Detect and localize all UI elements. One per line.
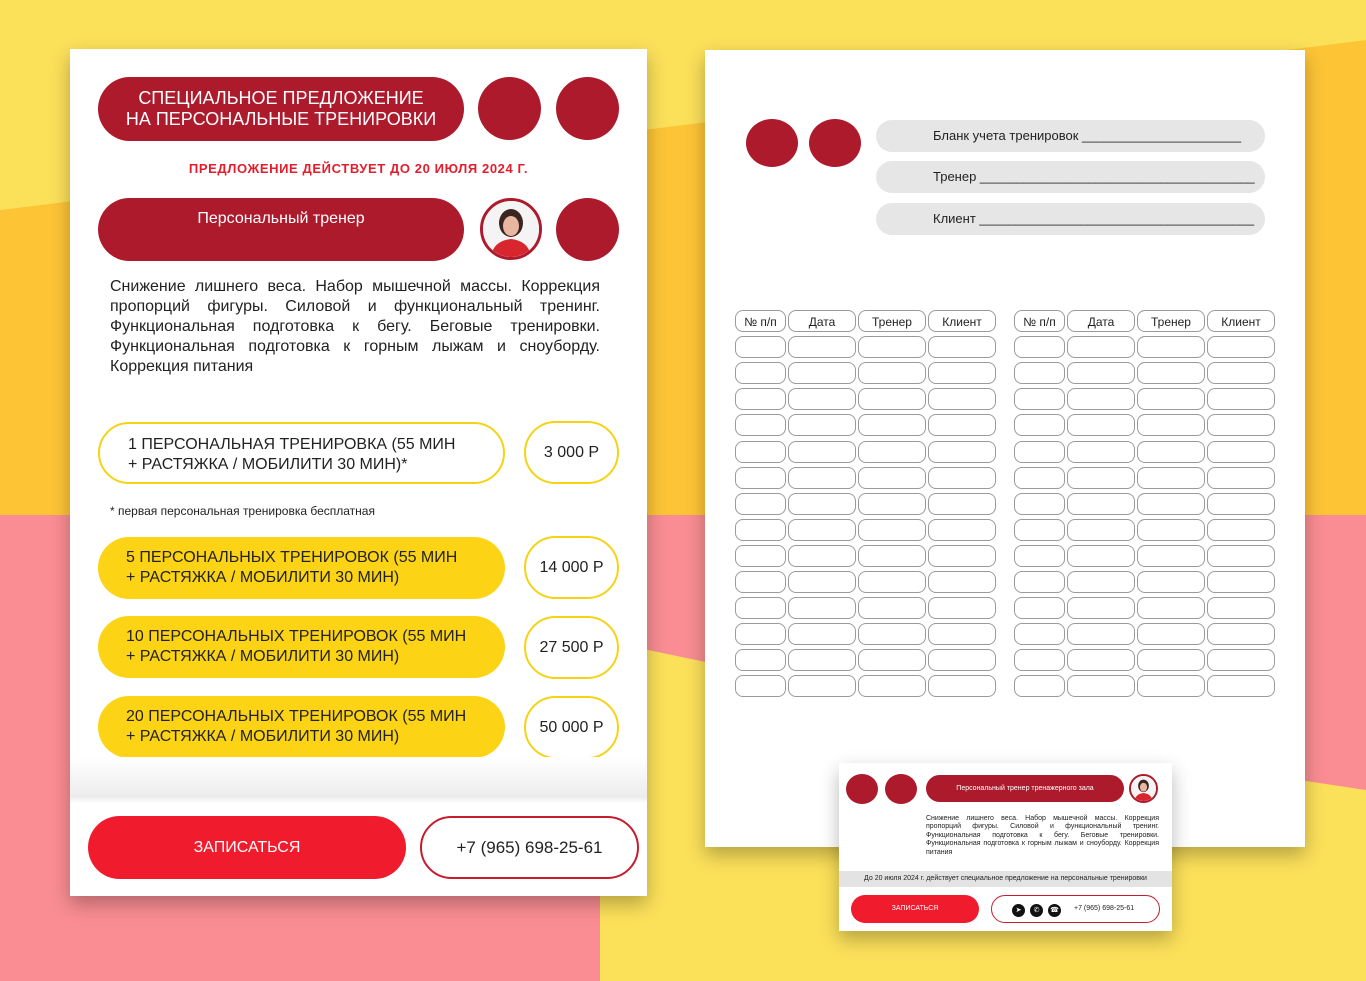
table-cell[interactable] — [735, 675, 786, 697]
table-cell[interactable] — [928, 493, 996, 515]
table-cell[interactable] — [1137, 675, 1205, 697]
flyer — [70, 49, 647, 896]
table-cell[interactable] — [788, 493, 856, 515]
offer-package-1 — [98, 422, 505, 484]
offer-price-1: 3 000 Р — [524, 421, 619, 484]
table-cell[interactable] — [788, 467, 856, 489]
table-cell[interactable] — [1207, 597, 1275, 619]
table-cell[interactable] — [1207, 441, 1275, 463]
table-cell[interactable] — [788, 414, 856, 436]
phone-button[interactable]: +7 (965) 698-25-61 — [420, 816, 639, 879]
offer-text-line1: 1 ПЕРСОНАЛЬНАЯ ТРЕНИРОВКА (55 МИН — [128, 436, 456, 453]
table-cell[interactable] — [1137, 623, 1205, 645]
table-cell[interactable] — [788, 545, 856, 567]
table-cell[interactable] — [735, 336, 786, 358]
table-cell[interactable] — [735, 649, 786, 671]
table-cell[interactable] — [788, 388, 856, 410]
table-cell[interactable] — [735, 362, 786, 384]
table-header-cell: № п/п — [1014, 310, 1065, 332]
table-cell[interactable] — [1137, 362, 1205, 384]
table-cell[interactable] — [858, 441, 926, 463]
table-cell[interactable] — [858, 388, 926, 410]
table-cell[interactable] — [735, 545, 786, 567]
table-cell[interactable] — [928, 388, 996, 410]
client-field[interactable]: Клиент ______________________________________ — [876, 203, 1265, 235]
table-cell[interactable] — [735, 388, 786, 410]
offer-package-20 — [98, 696, 505, 758]
table-header-cell: Клиент — [1207, 310, 1275, 332]
whatsapp-icon[interactable]: ✆ — [1030, 904, 1043, 917]
card-description: Снижение лишнего веса. Набор мышечной массы. Коррекция пропорций фигуры. Силовой и функциональный тренинг. Функциональная подготовка к бегу. Беговые тренировки. Функциональная подготовка к горным лыжам и сноуборду. Коррекция питания — [926, 815, 1159, 856]
training-log-form — [705, 50, 1305, 847]
table-cell[interactable] — [928, 519, 996, 541]
table-cell[interactable] — [1207, 649, 1275, 671]
table-cell[interactable] — [1067, 623, 1135, 645]
table-cell[interactable] — [735, 623, 786, 645]
table-cell[interactable] — [1207, 519, 1275, 541]
table-cell[interactable] — [1067, 493, 1135, 515]
table-cell[interactable] — [1014, 571, 1065, 593]
table-cell[interactable] — [1207, 675, 1275, 697]
trainer-field[interactable]: Тренер ______________________________________ — [876, 161, 1265, 193]
table-cell[interactable] — [1067, 414, 1135, 436]
table-cell[interactable] — [858, 467, 926, 489]
decor-circle — [885, 774, 917, 804]
offer-price-10: 27 500 Р — [524, 616, 619, 679]
table-cell[interactable] — [928, 414, 996, 436]
decor-circle — [846, 774, 878, 804]
table-cell[interactable] — [928, 441, 996, 463]
table-cell[interactable] — [735, 414, 786, 436]
table-cell[interactable] — [1137, 336, 1205, 358]
card-signup-button[interactable]: ЗАПИСАТЬСЯ — [851, 895, 979, 923]
offer-title-line1: СПЕЦИАЛЬНОЕ ПРЕДЛОЖЕНИЕ — [138, 88, 424, 108]
table-cell[interactable] — [928, 467, 996, 489]
phone-icon[interactable]: ☎ — [1048, 904, 1061, 917]
table-cell[interactable] — [788, 623, 856, 645]
card-phone-number: +7 (965) 698-25-61 — [1074, 905, 1135, 912]
offer-text-line2: + РАСТЯЖКА / МОБИЛИТИ 30 МИН) — [126, 728, 400, 745]
table-cell[interactable] — [1067, 597, 1135, 619]
table-cell[interactable] — [1067, 571, 1135, 593]
table-cell[interactable] — [1067, 362, 1135, 384]
table-cell[interactable] — [1014, 388, 1065, 410]
table-cell[interactable] — [1067, 467, 1135, 489]
table-header-cell: Дата — [788, 310, 856, 332]
table-cell[interactable] — [1137, 388, 1205, 410]
table-cell[interactable] — [1207, 467, 1275, 489]
table-cell[interactable] — [1137, 649, 1205, 671]
offer-package-5 — [98, 537, 505, 599]
table-header-cell: Клиент — [928, 310, 996, 332]
table-cell[interactable] — [1207, 493, 1275, 515]
table-cell[interactable] — [1137, 414, 1205, 436]
table-cell[interactable] — [1207, 362, 1275, 384]
offer-title-banner — [98, 77, 464, 141]
table-cell[interactable] — [858, 675, 926, 697]
table-cell[interactable] — [735, 441, 786, 463]
table-cell[interactable] — [735, 571, 786, 593]
table-cell[interactable] — [858, 571, 926, 593]
table-cell[interactable] — [1067, 336, 1135, 358]
table-cell[interactable] — [1014, 675, 1065, 697]
offer-valid-until: ПРЕДЛОЖЕНИЕ ДЕЙСТВУЕТ ДО 20 ИЮЛЯ 2024 Г. — [188, 161, 529, 176]
offer-text-line2: + РАСТЯЖКА / МОБИЛИТИ 30 МИН) — [126, 569, 400, 586]
offer-text-line1: 10 ПЕРСОНАЛЬНЫХ ТРЕНИРОВОК (55 МИН — [126, 628, 467, 645]
table-cell[interactable] — [858, 493, 926, 515]
table-cell[interactable] — [788, 362, 856, 384]
offer-price-5: 14 000 Р — [524, 536, 619, 599]
table-cell[interactable] — [1207, 336, 1275, 358]
table-cell[interactable] — [858, 545, 926, 567]
table-cell[interactable] — [1067, 441, 1135, 463]
card-title-banner — [926, 775, 1124, 802]
card-offer-strip: До 20 июля 2024 г. действует специальное предложение на персональные тренировки — [839, 871, 1172, 887]
table-cell[interactable] — [788, 571, 856, 593]
table-cell[interactable] — [858, 414, 926, 436]
offer-text-line1: 5 ПЕРСОНАЛЬНЫХ ТРЕНИРОВОК (55 МИН — [126, 549, 458, 566]
table-cell[interactable] — [858, 519, 926, 541]
table-cell[interactable] — [1014, 493, 1065, 515]
offer-price-20: 50 000 Р — [524, 696, 619, 759]
log-title-field[interactable]: Бланк учета тренировок ______________________ — [876, 120, 1265, 152]
telegram-icon[interactable]: ➤ — [1012, 904, 1025, 917]
footnote: * первая персональная тренировка бесплатная — [110, 504, 375, 518]
offer-text-line1: 20 ПЕРСОНАЛЬНЫХ ТРЕНИРОВОК (55 МИН — [126, 708, 467, 725]
table-cell[interactable] — [788, 675, 856, 697]
card-phone-button[interactable] — [991, 895, 1160, 923]
offer-text-line2: + РАСТЯЖКА / МОБИЛИТИ 30 МИН) — [126, 648, 400, 665]
table-header-cell: Тренер — [858, 310, 926, 332]
trainer-avatar — [480, 198, 542, 260]
table-cell[interactable] — [1207, 623, 1275, 645]
table-cell[interactable] — [1137, 571, 1205, 593]
table-cell[interactable] — [1137, 441, 1205, 463]
table-cell[interactable] — [928, 362, 996, 384]
table-cell[interactable] — [928, 649, 996, 671]
table-cell[interactable] — [735, 467, 786, 489]
table-cell[interactable] — [1207, 545, 1275, 567]
decor-circle — [556, 77, 619, 140]
table-cell[interactable] — [1137, 519, 1205, 541]
table-cell[interactable] — [1137, 545, 1205, 567]
table-cell[interactable] — [1014, 336, 1065, 358]
table-cell[interactable] — [1207, 571, 1275, 593]
table-cell[interactable] — [1137, 597, 1205, 619]
decor-circle — [556, 198, 619, 261]
table-header-cell: Тренер — [1137, 310, 1205, 332]
table-cell[interactable] — [858, 597, 926, 619]
card-trainer-avatar — [1129, 774, 1158, 803]
table-cell[interactable] — [1014, 467, 1065, 489]
offer-package-10 — [98, 616, 505, 678]
decor-circle — [809, 119, 861, 167]
table-cell[interactable] — [858, 336, 926, 358]
offer-text-line2: + РАСТЯЖКА / МОБИЛИТИ 30 МИН)* — [128, 456, 408, 473]
table-cell[interactable] — [1014, 649, 1065, 671]
table-cell[interactable] — [788, 597, 856, 619]
card-title: Персональный тренер тренажерного зала — [956, 785, 1094, 792]
trainer-label: Персональный тренер — [197, 210, 365, 227]
table-cell[interactable] — [1014, 414, 1065, 436]
table-cell[interactable] — [735, 493, 786, 515]
table-cell[interactable] — [928, 675, 996, 697]
services-description: Снижение лишнего веса. Набор мышечной массы. Коррекция пропорций фигуры. Силовой и функциональный тренинг. Функциональная подготовка к бегу. Беговые тренировки. Функциональная подготовка к горным лыжам и сноуборду. Коррекция питания — [110, 278, 600, 375]
decor-circle — [478, 77, 541, 140]
table-cell[interactable] — [1014, 597, 1065, 619]
table-cell[interactable] — [928, 336, 996, 358]
table-cell[interactable] — [928, 545, 996, 567]
table-cell[interactable] — [858, 362, 926, 384]
table-cell[interactable] — [735, 597, 786, 619]
table-cell[interactable] — [788, 441, 856, 463]
table-cell[interactable] — [1067, 675, 1135, 697]
table-cell[interactable] — [1014, 362, 1065, 384]
table-cell[interactable] — [1067, 545, 1135, 567]
table-header-cell: № п/п — [735, 310, 786, 332]
table-cell[interactable] — [928, 623, 996, 645]
signup-button[interactable]: ЗАПИСАТЬСЯ — [88, 816, 406, 879]
table-cell[interactable] — [1067, 519, 1135, 541]
table-cell[interactable] — [1014, 519, 1065, 541]
table-cell[interactable] — [1067, 388, 1135, 410]
table-cell[interactable] — [1014, 623, 1065, 645]
table-cell[interactable] — [858, 649, 926, 671]
table-header-cell: Дата — [1067, 310, 1135, 332]
trainer-photo — [483, 201, 539, 257]
table-cell[interactable] — [1207, 414, 1275, 436]
table-cell[interactable] — [1067, 649, 1135, 671]
table-cell[interactable] — [928, 571, 996, 593]
table-cell[interactable] — [788, 336, 856, 358]
business-card — [839, 763, 1172, 931]
table-cell[interactable] — [1014, 545, 1065, 567]
trainer-photo — [1131, 776, 1156, 801]
table-cell[interactable] — [735, 519, 786, 541]
table-cell[interactable] — [788, 519, 856, 541]
table-cell[interactable] — [1014, 441, 1065, 463]
table-cell[interactable] — [1207, 388, 1275, 410]
decor-circle — [746, 119, 798, 167]
table-cell[interactable] — [858, 623, 926, 645]
offer-title-line2: НА ПЕРСОНАЛЬНЫЕ ТРЕНИРОВКИ — [125, 109, 437, 129]
table-cell[interactable] — [928, 597, 996, 619]
table-cell[interactable] — [1137, 493, 1205, 515]
trainer-banner — [98, 198, 464, 261]
table-cell[interactable] — [788, 649, 856, 671]
table-cell[interactable] — [1137, 467, 1205, 489]
